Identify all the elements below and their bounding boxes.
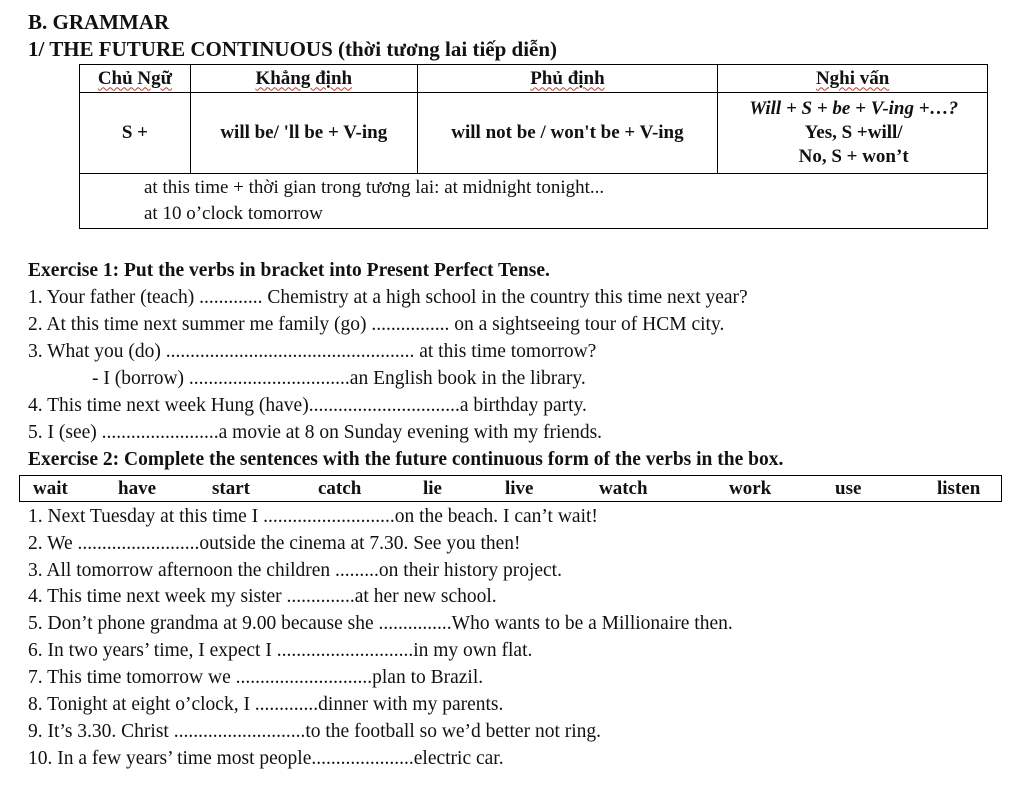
note-line-1: at this time + thời gian trong tương lai: at midnight tonight... bbox=[144, 177, 605, 198]
ex1-item-2: 2. At this time next summer me family (go) ................ on a sightseeing tour of HCM city. bbox=[28, 314, 725, 335]
cell-question bbox=[718, 93, 988, 174]
question-yes: Yes, S +will/ bbox=[804, 122, 903, 143]
word-live: live bbox=[505, 478, 534, 499]
ex2-item-10: 10. In a few years’ time most people.....................electric car. bbox=[28, 748, 504, 769]
table-formula-row bbox=[80, 93, 988, 174]
header-subject: Chủ Ngữ bbox=[80, 65, 191, 93]
word-wait: wait bbox=[33, 478, 68, 499]
header-question: Nghi vấn bbox=[718, 65, 988, 93]
section-title: B. GRAMMAR bbox=[28, 10, 170, 34]
question-formula: Will + S + be + V-ing +…? bbox=[749, 98, 959, 119]
cell-subject: S + bbox=[80, 93, 191, 174]
word-watch: watch bbox=[599, 478, 648, 499]
ex1-item-1: 1. Your father (teach) ............. Chemistry at a high school in the country this time next year? bbox=[28, 287, 748, 308]
ex1-item-3: 3. What you (do) ................................................... at this time tomorrow? bbox=[28, 341, 597, 362]
grammar-table bbox=[79, 64, 988, 229]
topic-title: 1/ THE FUTURE CONTINUOUS (thời tương lai tiếp diễn) bbox=[28, 37, 558, 61]
ex2-item-7: 7. This time tomorrow we ............................plan to Brazil. bbox=[28, 667, 484, 688]
cell-negative: will not be / won't be + V-ing bbox=[417, 93, 718, 174]
word-work: work bbox=[729, 478, 772, 499]
ex2-item-1: 1. Next Tuesday at this time I ...........................on the beach. I can’t wait! bbox=[28, 506, 598, 527]
word-start: start bbox=[212, 478, 250, 499]
table-note-row bbox=[80, 174, 988, 229]
word-listen: listen bbox=[937, 478, 981, 499]
ex2-item-9: 9. It’s 3.30. Christ ...........................to the football so we’d better not ring. bbox=[28, 721, 602, 742]
question-no: No, S + won’t bbox=[798, 146, 909, 167]
ex1-item-3-answer: - I (borrow) .................................an English book in the library. bbox=[92, 368, 586, 389]
word-lie: lie bbox=[423, 478, 442, 499]
word-use: use bbox=[835, 478, 862, 499]
ex2-item-6: 6. In two years’ time, I expect I ............................in my own flat. bbox=[28, 640, 533, 661]
exercise1-title: Exercise 1: Put the verbs in bracket into Present Perfect Tense. bbox=[28, 260, 550, 281]
note-line-2: at 10 o’clock tomorrow bbox=[144, 203, 323, 224]
word-catch: catch bbox=[318, 478, 362, 499]
word-box bbox=[19, 475, 1002, 502]
header-affirmative: Khẳng định bbox=[190, 65, 417, 93]
table-header-row bbox=[80, 65, 988, 93]
header-negative: Phủ định bbox=[417, 65, 718, 93]
ex2-item-5: 5. Don’t phone grandma at 9.00 because she ...............Who wants to be a Millionaire then. bbox=[28, 613, 733, 634]
word-have: have bbox=[118, 478, 156, 499]
ex2-item-4: 4. This time next week my sister ..............at her new school. bbox=[28, 586, 497, 607]
exercise2-title: Exercise 2: Complete the sentences with the future continuous form of the verbs in the box. bbox=[28, 449, 784, 470]
ex2-item-2: 2. We .........................outside the cinema at 7.30. See you then! bbox=[28, 533, 521, 554]
cell-note bbox=[80, 174, 988, 229]
ex2-item-8: 8. Tonight at eight o’clock, I .............dinner with my parents. bbox=[28, 694, 504, 715]
cell-affirmative: will be/ 'll be + V-ing bbox=[190, 93, 417, 174]
ex2-item-3: 3. All tomorrow afternoon the children .........on their history project. bbox=[28, 560, 562, 581]
ex1-item-4: 4. This time next week Hung (have)...............................a birthday party. bbox=[28, 395, 587, 416]
ex1-item-5: 5. I (see) ........................a movie at 8 on Sunday evening with my friends. bbox=[28, 422, 603, 443]
